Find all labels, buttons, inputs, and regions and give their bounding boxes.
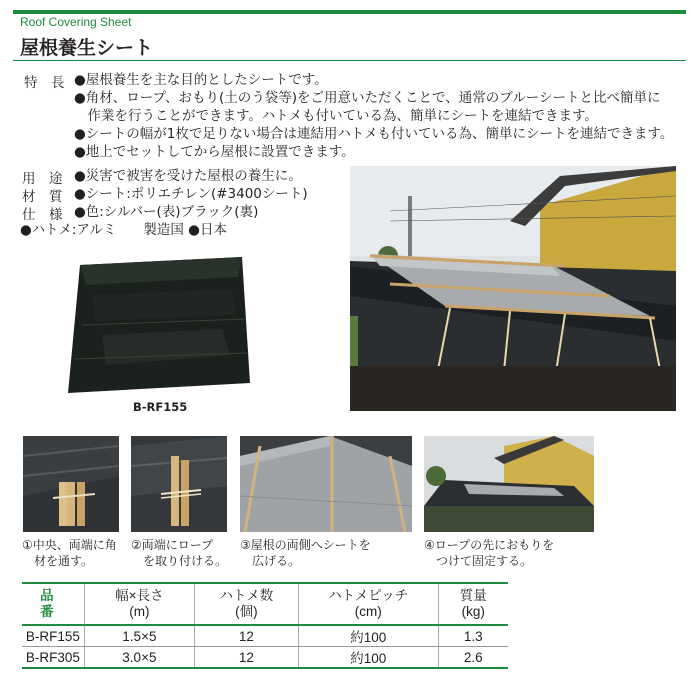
col-header-product-code: 品 番	[22, 583, 84, 625]
col-header-eyelet-pitch: ハトメピッチ (cm)	[298, 583, 438, 625]
cell-eyelet-count: 12	[194, 625, 298, 647]
spec-extra: ●ハトメ:アルミ 製造国 ●日本	[20, 222, 227, 238]
product-photo	[62, 255, 254, 395]
spec-value-material: ●シート:ポリエチレン(#3400シート)	[74, 186, 308, 202]
feature-item: ●地上でセットしてから屋根に設置できます。	[74, 144, 355, 160]
col-header-eyelet-count: ハトメ数 (個)	[194, 583, 298, 625]
table-row	[22, 647, 508, 669]
col-header-size: 幅×長さ (m)	[84, 583, 194, 625]
page-title: 屋根養生シート	[20, 37, 154, 59]
step-photo-1	[23, 436, 119, 532]
col-header-weight: 質量 (kg)	[438, 583, 508, 625]
english-title: Roof Covering Sheet	[20, 15, 132, 29]
step-caption-4: ④ロープの先におもりを つけて固定する。	[424, 538, 555, 568]
spec-value-use: ●災害で被害を受けた屋根の養生に。	[74, 168, 302, 184]
cell-product-code: B-RF305	[22, 647, 84, 669]
cell-size: 1.5×5	[84, 625, 194, 647]
cell-weight: 2.6	[438, 647, 508, 669]
features-label: 特 長	[24, 75, 65, 91]
step-photo-4	[424, 436, 594, 532]
step-caption-3: ③屋根の両側へシートを 広げる。	[240, 538, 371, 568]
table-header-row	[22, 583, 508, 625]
feature-item: ●屋根養生を主な目的としたシートです。	[74, 72, 328, 88]
title-underline	[13, 60, 686, 61]
spec-label-spec: 仕 様	[22, 207, 63, 223]
step-photo-2	[131, 436, 227, 532]
step-caption-1: ①中央、両端に角 材を通す。	[22, 538, 117, 568]
table-row	[22, 625, 508, 647]
roof-installation-photo	[350, 166, 676, 411]
spec-value-spec: ●色:シルバー(表)ブラック(裏)	[74, 204, 259, 220]
product-code-label: B-RF155	[133, 400, 188, 414]
cell-weight: 1.3	[438, 625, 508, 647]
cell-eyelet-pitch: 約100	[298, 647, 438, 669]
feature-item: 作業を行うことができます。ハトメも付いている為、簡単にシートを連結できます。	[74, 108, 598, 124]
cell-product-code: B-RF155	[22, 625, 84, 647]
spec-label-use: 用 途	[22, 171, 63, 187]
step-photo-3	[240, 436, 412, 532]
top-green-rule	[13, 10, 686, 14]
cell-eyelet-count: 12	[194, 647, 298, 669]
cell-eyelet-pitch: 約100	[298, 625, 438, 647]
cell-size: 3.0×5	[84, 647, 194, 669]
feature-item: ●シートの幅が1枚で足りない場合は連結用ハトメも付いている為、簡単にシートを連結できます。	[74, 126, 674, 142]
spec-label-material: 材 質	[22, 189, 63, 205]
step-caption-2: ②両端にロープ を取り付ける。	[131, 538, 228, 568]
feature-item: ●角材、ロープ、おもり(土のう袋等)をご用意いただくことで、通常のブルーシートと比べ簡単に	[74, 90, 661, 106]
spec-table	[22, 582, 508, 669]
